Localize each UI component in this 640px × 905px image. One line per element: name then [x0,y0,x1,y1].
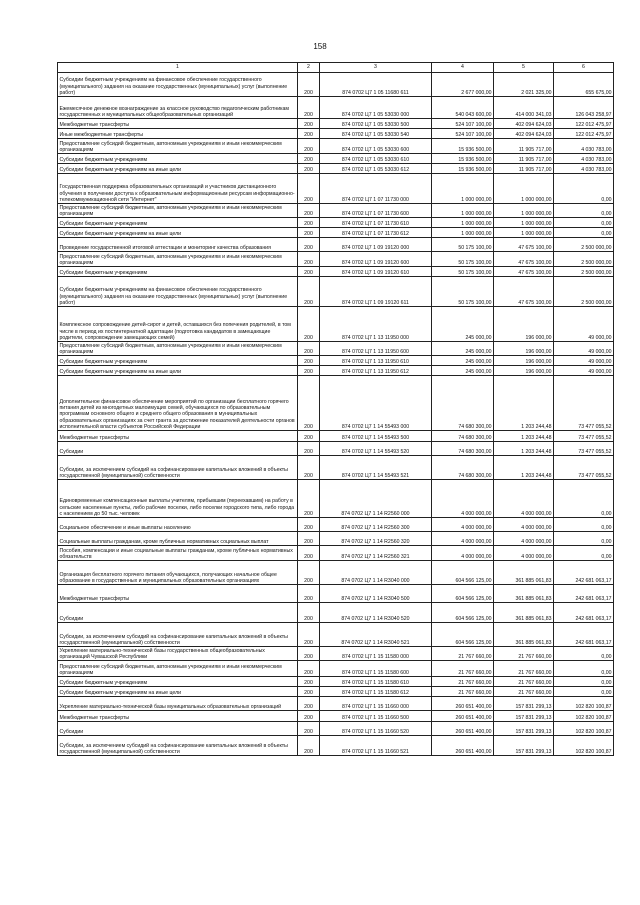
row-category-cell: 200 [298,129,320,139]
row-category-cell: 200 [298,711,320,722]
table-row [58,623,614,647]
row-executed-cell: 361 885 061,83 [494,623,554,647]
row-name-cell: Субсидии, за исключением субсидий на софинансирование капитальных вложений в объекты государственной (муниципальной) собственности [58,623,298,647]
row-approved-cell: 4 000 000,00 [432,546,494,561]
row-approved-cell: 1 000 000,00 [432,228,494,238]
row-name-cell: Иные межбюджетные трансферты [58,129,298,139]
row-approved-cell: 540 043 600,00 [432,97,494,119]
row-category-cell: 200 [298,697,320,711]
row-approved-cell: 524 107 100,00 [432,129,494,139]
row-approved-cell: 604 566 125,00 [432,623,494,647]
table-row [58,204,614,218]
row-category-cell: 200 [298,174,320,204]
row-code-cell: 874 0702 Ц7 1 14 R2560 320 [320,532,432,546]
table-row [58,342,614,356]
column-header: 1 [58,63,298,73]
row-executed-cell: 1 203 244,48 [494,442,554,456]
row-code-cell: 874 0702 Ц7 1 15 11660 000 [320,697,432,711]
row-category-cell: 200 [298,561,320,585]
table-row [58,532,614,546]
row-code-cell: 874 0702 Ц7 1 05 11680 611 [320,73,432,97]
row-remaining-cell: 102 820 100,87 [554,736,614,756]
row-remaining-cell: 49 000,00 [554,307,614,342]
table-row [58,139,614,154]
row-name-cell: Социальное обеспечение и иные выплаты населению [58,518,298,532]
row-approved-cell: 1 000 000,00 [432,218,494,228]
row-category-cell: 200 [298,585,320,603]
row-category-cell: 200 [298,677,320,687]
row-name-cell: Субсидии бюджетным учреждениям на финансовое обеспечение государственного (муниципального) задания на оказание государственных (муниципальных) услуг (выполнение работ) [58,73,298,97]
row-category-cell: 200 [298,480,320,518]
row-code-cell: 874 0702 Ц7 1 14 R2560 321 [320,546,432,561]
row-approved-cell: 21 767 660,00 [432,687,494,697]
row-executed-cell: 1 000 000,00 [494,204,554,218]
row-category-cell: 200 [298,442,320,456]
row-code-cell: 874 0702 Ц7 1 07 11730 610 [320,218,432,228]
row-code-cell: 874 0702 Ц7 1 07 11730 000 [320,174,432,204]
row-approved-cell: 524 107 100,00 [432,119,494,129]
row-category-cell: 200 [298,647,320,661]
table-row [58,546,614,561]
row-approved-cell: 2 677 000,00 [432,73,494,97]
row-code-cell: 874 0702 Ц7 1 05 53030 600 [320,139,432,154]
row-approved-cell: 245 000,00 [432,342,494,356]
row-executed-cell: 1 000 000,00 [494,228,554,238]
row-category-cell: 200 [298,736,320,756]
table-row [58,174,614,204]
column-header: 4 [432,63,494,73]
row-name-cell: Межбюджетные трансферты [58,711,298,722]
row-remaining-cell: 73 477 055,52 [554,431,614,442]
row-code-cell: 874 0702 Ц7 1 09 19120 611 [320,277,432,307]
row-approved-cell: 245 000,00 [432,356,494,366]
row-category-cell: 200 [298,356,320,366]
row-approved-cell: 245 000,00 [432,366,494,376]
row-category-cell: 200 [298,722,320,736]
row-approved-cell: 260 651 400,00 [432,711,494,722]
row-code-cell: 874 0702 Ц7 1 15 11660 521 [320,736,432,756]
row-remaining-cell: 0,00 [554,174,614,204]
row-category-cell: 200 [298,252,320,267]
row-remaining-cell: 242 681 063,17 [554,623,614,647]
row-executed-cell: 21 767 660,00 [494,677,554,687]
row-executed-cell: 361 885 061,83 [494,603,554,623]
row-code-cell: 874 0702 Ц7 1 14 55493 520 [320,442,432,456]
row-category-cell: 200 [298,238,320,252]
row-remaining-cell: 73 477 055,52 [554,456,614,480]
table-row [58,267,614,277]
row-approved-cell: 21 767 660,00 [432,647,494,661]
row-name-cell: Укрепление материально-технической базы муниципальных образовательных организаций [58,697,298,711]
table-row [58,561,614,585]
page-number: 158 [313,42,327,51]
row-remaining-cell: 73 477 055,52 [554,442,614,456]
row-name-cell: Государственная поддержка образовательных организаций и участников дистанционного обучения в получении доступа к образовательным информационным ресурсам информационно-телекоммуникационной сети "Интернет" [58,174,298,204]
table-row [58,277,614,307]
row-remaining-cell: 0,00 [554,518,614,532]
row-remaining-cell: 122 012 475,97 [554,129,614,139]
row-name-cell: Субсидии бюджетным учреждениям на иные цели [58,228,298,238]
row-code-cell: 874 0702 Ц7 1 15 11580 612 [320,687,432,697]
row-remaining-cell: 0,00 [554,480,614,518]
row-executed-cell: 47 675 100,00 [494,238,554,252]
table-row [58,677,614,687]
row-category-cell: 200 [298,623,320,647]
table-row [58,376,614,431]
row-executed-cell: 1 203 244,48 [494,431,554,442]
row-remaining-cell: 4 030 783,00 [554,139,614,154]
row-name-cell: Проведение государственной итоговой аттестации и мониторинг качества образования [58,238,298,252]
table-row [58,307,614,342]
table-row [58,603,614,623]
row-approved-cell: 15 936 500,00 [432,154,494,164]
row-name-cell: Социальные выплаты гражданам, кроме публичных нормативных социальных выплат [58,532,298,546]
row-approved-cell: 74 680 300,00 [432,442,494,456]
row-name-cell: Предоставление субсидий бюджетным, автономным учреждениям и иным некоммерческим организациям [58,661,298,677]
row-category-cell: 200 [298,366,320,376]
row-approved-cell: 50 175 100,00 [432,252,494,267]
row-executed-cell: 196 000,00 [494,307,554,342]
row-executed-cell: 11 905 717,00 [494,139,554,154]
column-header: 6 [554,63,614,73]
row-executed-cell: 11 905 717,00 [494,164,554,174]
row-code-cell: 874 0702 Ц7 1 14 R2560 300 [320,518,432,532]
row-name-cell: Субсидии, за исключением субсидий на софинансирование капитальных вложений в объекты государственной (муниципальной) собственности [58,736,298,756]
table-row [58,164,614,174]
row-approved-cell: 15 936 500,00 [432,164,494,174]
row-remaining-cell: 0,00 [554,661,614,677]
table-row [58,154,614,164]
row-remaining-cell: 2 500 000,00 [554,238,614,252]
row-approved-cell: 4 000 000,00 [432,480,494,518]
row-approved-cell: 74 680 300,00 [432,376,494,431]
row-name-cell: Организация бесплатного горячего питания обучающихся, получающих начальное общее образование в государственных и муниципальных образовательных организациях [58,561,298,585]
row-approved-cell: 50 175 100,00 [432,277,494,307]
row-executed-cell: 157 831 299,13 [494,722,554,736]
table-row [58,73,614,97]
row-name-cell: Предоставление субсидий бюджетным, автономным учреждениям и иным некоммерческим организациям [58,342,298,356]
row-code-cell: 874 0702 Ц7 1 05 53030 540 [320,129,432,139]
row-name-cell: Субсидии бюджетным учреждениям [58,677,298,687]
row-name-cell: Субсидии [58,722,298,736]
row-remaining-cell: 0,00 [554,677,614,687]
row-approved-cell: 50 175 100,00 [432,267,494,277]
row-code-cell: 874 0702 Ц7 1 14 55493 500 [320,431,432,442]
row-code-cell: 874 0702 Ц7 1 14 55493 521 [320,456,432,480]
row-executed-cell: 21 767 660,00 [494,687,554,697]
row-name-cell: Укрепление материально-технической базы государственных общеобразовательных организаций Чувашской Республики [58,647,298,661]
table-row [58,119,614,129]
row-executed-cell: 196 000,00 [494,342,554,356]
row-category-cell: 200 [298,431,320,442]
row-executed-cell: 4 000 000,00 [494,480,554,518]
row-category-cell: 200 [298,218,320,228]
table-row [58,218,614,228]
row-remaining-cell: 242 681 063,17 [554,561,614,585]
row-approved-cell: 74 680 300,00 [432,456,494,480]
row-name-cell: Предоставление субсидий бюджетным, автономным учреждениям и иным некоммерческим организациям [58,252,298,267]
row-name-cell: Субсидии бюджетным учреждениям [58,267,298,277]
row-code-cell: 874 0702 Ц7 1 13 11950 600 [320,342,432,356]
row-name-cell: Дополнительное финансовое обеспечение мероприятий по организации бесплатного горячего питания детей из многодетных малоимущих семей, обучающихся по образовательным программам основного общего и среднего общего образования в муниципальных образовательных организациях за счет гранта за достижение показателей деятельности органов исполнительной власти субъектов Российской Федерации [58,376,298,431]
row-code-cell: 874 0702 Ц7 1 05 53030 000 [320,97,432,119]
row-remaining-cell: 655 675,00 [554,73,614,97]
row-name-cell: Предоставление субсидий бюджетным, автономным учреждениям и иным некоммерческим организациям [58,139,298,154]
column-header: 2 [298,63,320,73]
row-category-cell: 200 [298,228,320,238]
row-code-cell: 874 0702 Ц7 1 14 R3040 521 [320,623,432,647]
row-category-cell: 200 [298,456,320,480]
row-executed-cell: 21 767 660,00 [494,661,554,677]
row-name-cell: Субсидии бюджетным учреждениям на иные цели [58,164,298,174]
row-remaining-cell: 4 030 783,00 [554,154,614,164]
row-category-cell: 200 [298,73,320,97]
row-name-cell: Субсидии бюджетным учреждениям [58,356,298,366]
row-executed-cell: 361 885 061,83 [494,585,554,603]
row-executed-cell: 402 094 624,03 [494,129,554,139]
row-code-cell: 874 0702 Ц7 1 07 11730 612 [320,228,432,238]
row-code-cell: 874 0702 Ц7 1 13 11950 612 [320,366,432,376]
row-remaining-cell: 0,00 [554,687,614,697]
row-executed-cell: 4 000 000,00 [494,518,554,532]
row-executed-cell: 157 831 299,13 [494,711,554,722]
row-approved-cell: 21 767 660,00 [432,661,494,677]
row-name-cell: Единовременные компенсационные выплаты учителям, прибывшим (переехавшим) на работу в сельские населенные пункты, либо рабочие поселки, либо поселки городского типа, либо города с населением до 50 тыс. человек [58,480,298,518]
table-row [58,697,614,711]
row-code-cell: 874 0702 Ц7 1 09 19120 610 [320,267,432,277]
row-approved-cell: 260 651 400,00 [432,722,494,736]
table-row [58,585,614,603]
row-executed-cell: 4 000 000,00 [494,532,554,546]
row-remaining-cell: 242 681 063,17 [554,603,614,623]
row-remaining-cell: 0,00 [554,228,614,238]
row-remaining-cell: 102 820 100,87 [554,722,614,736]
row-remaining-cell: 0,00 [554,204,614,218]
row-executed-cell: 402 094 624,03 [494,119,554,129]
row-executed-cell: 47 675 100,00 [494,252,554,267]
row-approved-cell: 4 000 000,00 [432,518,494,532]
row-approved-cell: 1 000 000,00 [432,174,494,204]
row-executed-cell: 47 675 100,00 [494,277,554,307]
row-code-cell: 874 0702 Ц7 1 15 11580 600 [320,661,432,677]
row-executed-cell: 2 021 325,00 [494,73,554,97]
table-row [58,431,614,442]
row-remaining-cell: 49 000,00 [554,366,614,376]
row-remaining-cell: 49 000,00 [554,342,614,356]
table-row [58,442,614,456]
budget-table [57,62,614,756]
row-name-cell: Межбюджетные трансферты [58,119,298,129]
table-row [58,366,614,376]
row-name-cell: Комплексное сопровождение детей-сирот и детей, оставшихся без попечения родителей, в том числе в период их постинтернатной адаптации (подготовка кандидатов в замещающие родители, сопровождение замещающих семей) [58,307,298,342]
row-remaining-cell: 126 043 258,97 [554,97,614,119]
row-name-cell: Субсидии [58,442,298,456]
row-code-cell: 874 0702 Ц7 1 05 53030 612 [320,164,432,174]
row-executed-cell: 1 203 244,48 [494,376,554,431]
row-category-cell: 200 [298,376,320,431]
row-name-cell: Межбюджетные трансферты [58,431,298,442]
row-code-cell: 874 0702 Ц7 1 07 11730 600 [320,204,432,218]
row-executed-cell: 11 905 717,00 [494,154,554,164]
row-executed-cell: 21 767 660,00 [494,647,554,661]
row-code-cell: 874 0702 Ц7 1 13 11950 610 [320,356,432,366]
row-code-cell: 874 0702 Ц7 1 14 R2560 000 [320,480,432,518]
table-row [58,711,614,722]
table-row [58,228,614,238]
column-header: 5 [494,63,554,73]
table-row [58,647,614,661]
row-executed-cell: 196 000,00 [494,356,554,366]
row-remaining-cell: 2 500 000,00 [554,252,614,267]
row-category-cell: 200 [298,307,320,342]
header-row [58,63,614,73]
row-approved-cell: 1 000 000,00 [432,204,494,218]
row-name-cell: Межбюджетные трансферты [58,585,298,603]
table-row [58,238,614,252]
row-category-cell: 200 [298,204,320,218]
row-remaining-cell: 242 681 063,17 [554,585,614,603]
row-approved-cell: 4 000 000,00 [432,532,494,546]
table-body [58,73,614,756]
row-executed-cell: 4 000 000,00 [494,546,554,561]
row-executed-cell: 157 831 299,13 [494,697,554,711]
row-code-cell: 874 0702 Ц7 1 09 19120 600 [320,252,432,267]
row-category-cell: 200 [298,687,320,697]
row-code-cell: 874 0702 Ц7 1 14 R3040 520 [320,603,432,623]
table-row [58,736,614,756]
row-executed-cell: 361 885 061,83 [494,561,554,585]
row-category-cell: 200 [298,661,320,677]
row-code-cell: 874 0702 Ц7 1 13 11950 000 [320,307,432,342]
row-remaining-cell: 4 030 783,00 [554,164,614,174]
row-code-cell: 874 0702 Ц7 1 15 11580 000 [320,647,432,661]
row-remaining-cell: 0,00 [554,532,614,546]
row-remaining-cell: 73 477 055,52 [554,376,614,431]
row-code-cell: 874 0702 Ц7 1 05 53030 500 [320,119,432,129]
row-name-cell: Предоставление субсидий бюджетным, автономным учреждениям и иным некоммерческим организациям [58,204,298,218]
row-remaining-cell: 2 500 000,00 [554,267,614,277]
row-category-cell: 200 [298,518,320,532]
row-approved-cell: 74 680 300,00 [432,431,494,442]
row-name-cell: Субсидии бюджетным учреждениям на финансовое обеспечение государственного (муниципального) задания на оказание государственных (муниципальных) услуг (выполнение работ) [58,277,298,307]
row-executed-cell: 1 000 000,00 [494,174,554,204]
table-row [58,97,614,119]
row-category-cell: 200 [298,546,320,561]
row-remaining-cell: 122 012 475,97 [554,119,614,129]
row-approved-cell: 260 651 400,00 [432,736,494,756]
row-code-cell: 874 0702 Ц7 1 15 11660 520 [320,722,432,736]
row-code-cell: 874 0702 Ц7 1 14 55493 000 [320,376,432,431]
row-executed-cell: 47 675 100,00 [494,267,554,277]
row-executed-cell: 196 000,00 [494,366,554,376]
table-row [58,687,614,697]
row-executed-cell: 157 831 299,13 [494,736,554,756]
row-approved-cell: 50 175 100,00 [432,238,494,252]
row-name-cell: Субсидии бюджетным учреждениям на иные цели [58,687,298,697]
row-approved-cell: 21 767 660,00 [432,677,494,687]
table-row [58,518,614,532]
row-executed-cell: 1 000 000,00 [494,218,554,228]
row-category-cell: 200 [298,532,320,546]
row-name-cell: Ежемесячное денежное вознаграждение за классное руководство педагогическим работникам государственных и муниципальных общеобразовательных организаций [58,97,298,119]
row-name-cell: Субсидии [58,603,298,623]
table-row [58,356,614,366]
row-remaining-cell: 0,00 [554,218,614,228]
row-code-cell: 874 0702 Ц7 1 05 53030 610 [320,154,432,164]
row-approved-cell: 604 566 125,00 [432,561,494,585]
row-code-cell: 874 0702 Ц7 1 14 R3040 000 [320,561,432,585]
row-approved-cell: 604 566 125,00 [432,603,494,623]
row-category-cell: 200 [298,154,320,164]
row-category-cell: 200 [298,139,320,154]
row-code-cell: 874 0702 Ц7 1 15 11660 500 [320,711,432,722]
row-remaining-cell: 102 820 100,87 [554,711,614,722]
table-row [58,722,614,736]
row-name-cell: Субсидии бюджетным учреждениям [58,218,298,228]
row-remaining-cell: 102 820 100,87 [554,697,614,711]
row-executed-cell: 1 203 244,48 [494,456,554,480]
row-name-cell: Пособия, компенсации и иные социальные выплаты гражданам, кроме публичных нормативных обязательств [58,546,298,561]
row-approved-cell: 245 000,00 [432,307,494,342]
row-approved-cell: 260 651 400,00 [432,697,494,711]
row-approved-cell: 604 566 125,00 [432,585,494,603]
row-category-cell: 200 [298,267,320,277]
row-category-cell: 200 [298,97,320,119]
row-code-cell: 874 0702 Ц7 1 15 11580 610 [320,677,432,687]
row-code-cell: 874 0702 Ц7 1 14 R3040 500 [320,585,432,603]
row-remaining-cell: 0,00 [554,647,614,661]
row-remaining-cell: 49 000,00 [554,356,614,366]
table-row [58,129,614,139]
row-name-cell: Субсидии бюджетным учреждениям [58,154,298,164]
row-approved-cell: 15 936 500,00 [432,139,494,154]
column-header: 3 [320,63,432,73]
row-category-cell: 200 [298,164,320,174]
row-category-cell: 200 [298,342,320,356]
table-row [58,252,614,267]
row-remaining-cell: 0,00 [554,546,614,561]
row-category-cell: 200 [298,277,320,307]
table-row [58,661,614,677]
row-category-cell: 200 [298,119,320,129]
row-name-cell: Субсидии бюджетным учреждениям на иные цели [58,366,298,376]
row-name-cell: Субсидии, за исключением субсидий на софинансирование капитальных вложений в объекты государственной (муниципальной) собственности [58,456,298,480]
row-code-cell: 874 0702 Ц7 1 09 19120 000 [320,238,432,252]
row-executed-cell: 414 000 341,03 [494,97,554,119]
row-remaining-cell: 2 500 000,00 [554,277,614,307]
table-row [58,456,614,480]
table-row [58,480,614,518]
row-category-cell: 200 [298,603,320,623]
